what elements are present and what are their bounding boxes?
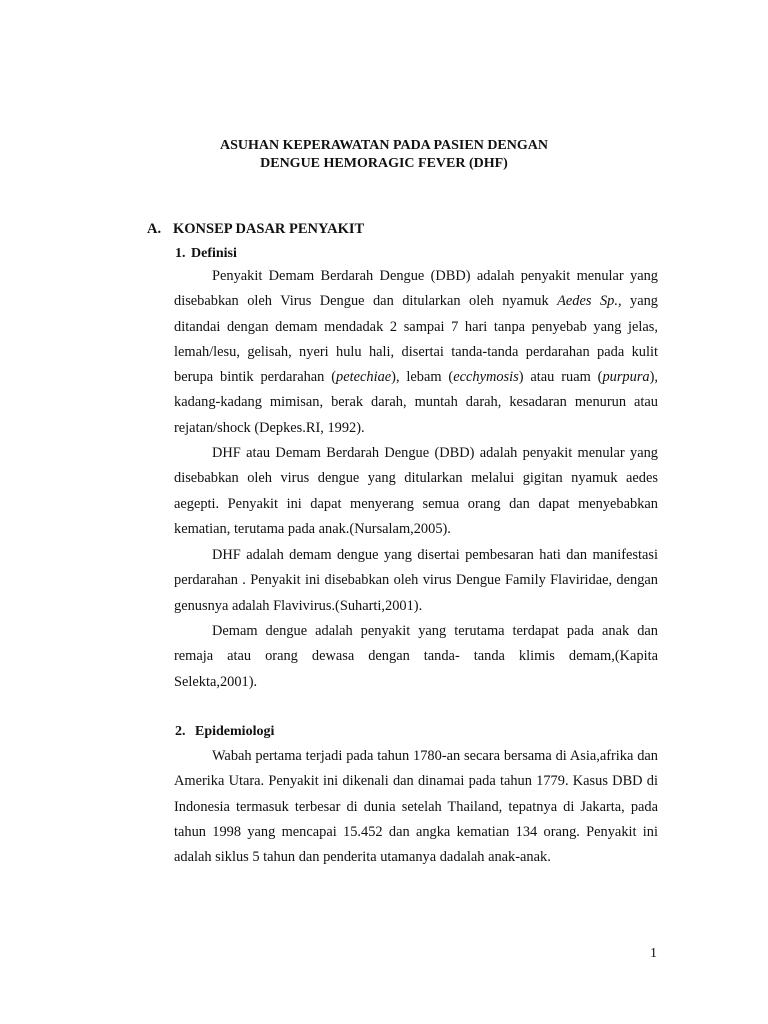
paragraph-definisi-1	[174, 264, 658, 441]
title-line-1: ASUHAN KEPERAWATAN PADA PASIEN DENGAN	[220, 138, 548, 153]
paragraph-epidemiologi: Wabah pertama terjadi pada tahun 1780-an secara bersama di Asia,afrika dan Amerika Utara. Penyakit ini dikenali dan dinamai pada tahun 1779. Kasus DBD di Indonesia termasuk terbesar di dunia setelah Thailand, tepatnya di Jakarta, pada tahun 1998 yang mencapai 15.452 dan angka kematian 134 orang. Penyakit ini adalah siklus 5 tahun dan penderita utamanya dadalah anak-anak.	[174, 748, 658, 866]
para1-text-3: ), lebam (	[391, 369, 454, 386]
page-number: 1	[650, 946, 657, 961]
para1-italic-2: petechiae	[336, 369, 392, 386]
subsection-1-label: Definisi	[191, 246, 237, 261]
title-line-2: DENGUE HEMORAGIC FEVER (DHF)	[260, 156, 508, 171]
subsection-1-heading	[175, 245, 237, 263]
paragraph-definisi-2: DHF atau Demam Berdarah Dengue (DBD) adalah penyakit menular yang disebabkan oleh virus dengue yang ditularkan melalui gigitan nyamuk aedes aegepti. Penyakit ini dapat menyerang semua orang dan dapat menyebabkan kematian, terutama pada anak.(Nursalam,2005).	[174, 445, 658, 537]
subsection-2-number: 2.	[175, 724, 186, 739]
para1-italic-4: purpura	[602, 369, 650, 386]
subsection-2-label: Epidemiologi	[195, 724, 275, 739]
section-a-heading	[147, 220, 364, 238]
para1-text-1: Penyakit Demam Berdarah Dengue (DBD) adalah penyakit menular yang disebabkan oleh Virus Dengue dan ditularkan oleh nyamuk	[174, 268, 658, 310]
para1-text-5: ), kadang-kadang mimisan, berak darah, muntah darah, kesadaran menurun atau rejatan/shock (Depkes.RI, 1992).	[174, 369, 659, 436]
section-a-label: KONSEP DASAR PENYAKIT	[173, 221, 365, 237]
paragraph-definisi-4: Demam dengue adalah penyakit yang terutama terdapat pada anak dan remaja atau orang dewasa dengan tanda- tanda klimis demam,(Kapita Selekta,2001).	[174, 623, 658, 690]
paragraph-definisi-3: DHF adalah demam dengue yang disertai pembesaran hati dan manifestasi perdarahan . Penyakit ini disebabkan oleh virus Dengue Family Flaviridae, dengan genusnya adalah Flavivirus.(Suharti,2001).	[174, 547, 658, 614]
para1-text-2: , yang ditandai dengan demam mendadak 2 sampai 7 hari tanpa penyebab yang jelas, lemah/lesu, gelisah, nyeri hulu hali, disertai tanda-tanda perdarahan pada kulit berupa bintik perdarahan (	[174, 293, 658, 386]
subsection-1-number: 1.	[175, 246, 186, 261]
para1-italic-3: ecchymosis	[453, 369, 519, 386]
subsection-2-heading	[175, 723, 274, 741]
section-a-letter: A.	[147, 221, 162, 237]
document-title	[0, 137, 768, 173]
para1-text-4: ) atau ruam (	[518, 369, 603, 386]
para1-italic-1: Aedes Sp.	[557, 293, 618, 310]
